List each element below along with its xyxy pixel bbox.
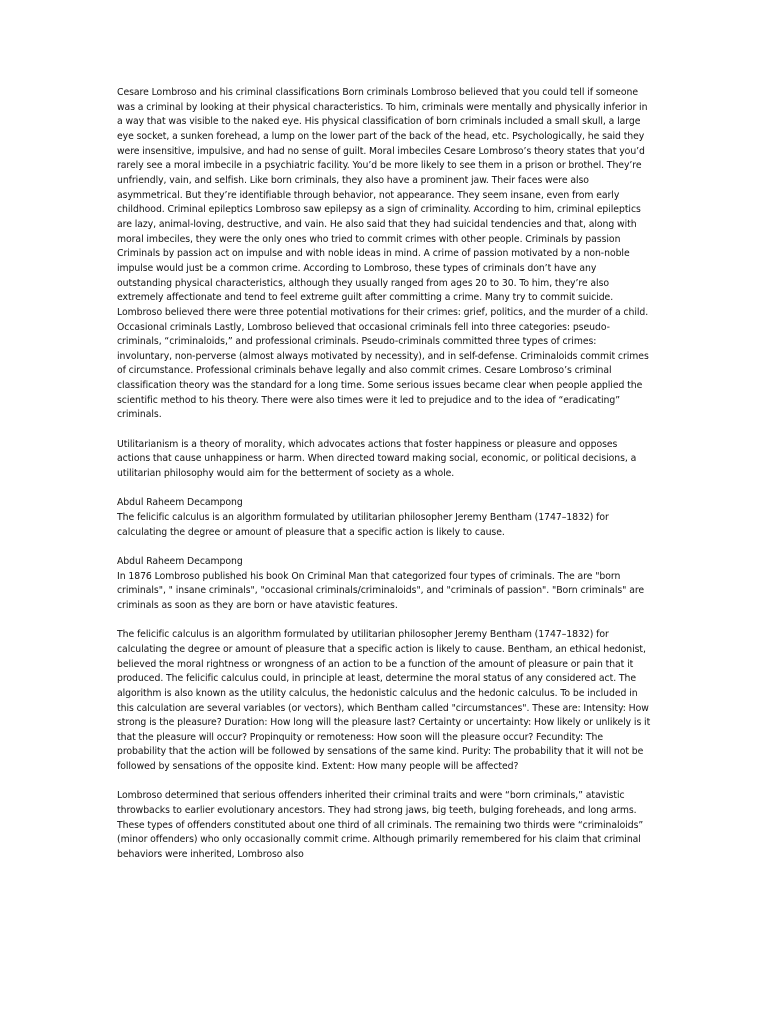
entry-on-criminal-man [117, 555, 653, 614]
paragraph-felicific-calculus: The felicific calculus is an algorithm formulated by utilitarian philosopher Jeremy Bentham (1747–1832) for calculating the degree or amount of pleasure that a specific action is likely to cause. Bentham, an ethical hedonist, believed the moral rightness or wrongness of an action to be a function of the amount of pleasure or pain that it produced. The felicific calculus could, in principle at least, determine the moral status of any considered act. The algorithm is also known as the utility calculus, the hedonistic calculus and the hedonic calculus. To be included in this calculation are several variables (or vectors), which Bentham called "circumstances". These are: Intensity: How strong is the pleasure? Duration: How long will the pleasure last? Certainty or uncertainty: How likely or unlikely is it that the pleasure will occur? Propinquity or remoteness: How soon will the pleasure occur? Fecundity: The probability that the action will be followed by sensations of the same kind. Purity: The probability that it will not be followed by sensations of the opposite kind. Extent: How many people will be affected? [117, 629, 651, 773]
paragraph-utilitarianism: Utilitarianism is a theory of morality, which advocates actions that foster happiness or pleasure and opposes actions that cause unhappiness or harm. When directed toward making social, economic, or political decisions, a utilitarian philosophy would aim for the betterment of society as a whole. [117, 438, 637, 480]
author-name: Abdul Raheem Decampong [117, 497, 243, 509]
entry-felicific-short [117, 496, 653, 540]
paragraph-felicific-short: The felicific calculus is an algorithm formulated by utilitarian philosopher Jeremy Bentham (1747–1832) for calculating the degree or amount of pleasure that a specific action is likely to cause. [117, 512, 609, 538]
paragraph-lombroso-classifications: Cesare Lombroso and his criminal classifications Born criminals Lombroso believed that you could tell if someone was a criminal by looking at their physical characteristics. To him, criminals were mentally and physically inferior in a way that was visible to the naked eye. His physical classification of born criminals included a small skull, a large eye socket, a sunken forehead, a lump on the lower part of the back of the head, etc. Psychologically, he said they were insensitive, impulsive, and had no sense of guilt. Moral imbeciles Cesare Lombroso’s theory states that you’d rarely see a moral imbecile in a psychiatric facility. You’d be more likely to see them in a prison or brothel. They’re unfriendly, vain, and selfish. Like born criminals, they also have a prominent jaw. Their faces were also asymmetrical. But they’re identifiable through behavior, not appearance. They seem insane, even from early childhood. Criminal epileptics Lombroso saw epilepsy as a sign of criminality. According to him, criminal epileptics are lazy, animal-loving, destructive, and vain. He also said that they had suicidal tendencies and that, along with moral imbeciles, they were the only ones who tried to commit crimes with other people. Criminals by passion Criminals by passion act on impulse and with noble ideas in mind. A crime of passion motivated by a non-noble impulse would just be a common crime. According to Lombroso, these types of criminals don’t have any outstanding physical characteristics, although they usually ranged from ages 20 to 30. To him, they’re also extremely affectionate and tend to feel extreme guilt after committing a crime. Many try to commit suicide. Lombroso believed there were three potential motivations for their crimes: grief, politics, and the murder of a child. Occasional criminals Lastly, Lombroso believed that occasional criminals fell into three categories: pseudo-criminals, “criminaloids,” and professional criminals. Pseudo-criminals committed three types of crimes: involuntary, non-perverse (almost always motivated by necessity), and in self-defense. Criminaloids commit crimes of circumstance. Professional criminals behave legally and also commit crimes. Cesare Lombroso’s criminal classification theory was the standard for a long time. Some serious issues became clear when people applied the scientific method to his theory. There were also times were it led to prejudice and to the idea of “eradicating” criminals. [117, 87, 649, 421]
author-name: Abdul Raheem Decampong [117, 555, 243, 567]
paragraph-on-criminal-man: In 1876 Lombroso published his book On Criminal Man that categorized four types of criminals. The are "born criminals", " insane criminals", "occasional criminals/criminaloids", and "criminals of passion". "Born criminals" are criminals as soon as they are born or have atavistic features. [117, 570, 645, 611]
paragraph-born-criminals: Lombroso determined that serious offenders inherited their criminal traits and were “born criminals,” atavistic throwbacks to earlier evolutionary ancestors. They had strong jaws, big teeth, bulging foreheads, and long arms. These types of offenders constituted about one third of all criminals. The remaining two thirds were “criminaloids” (minor offenders) who only occasionally commit crime. Although primarily remembered for his claim that criminal behaviors were inherited, Lombroso also [117, 790, 644, 861]
document-page [117, 86, 653, 863]
